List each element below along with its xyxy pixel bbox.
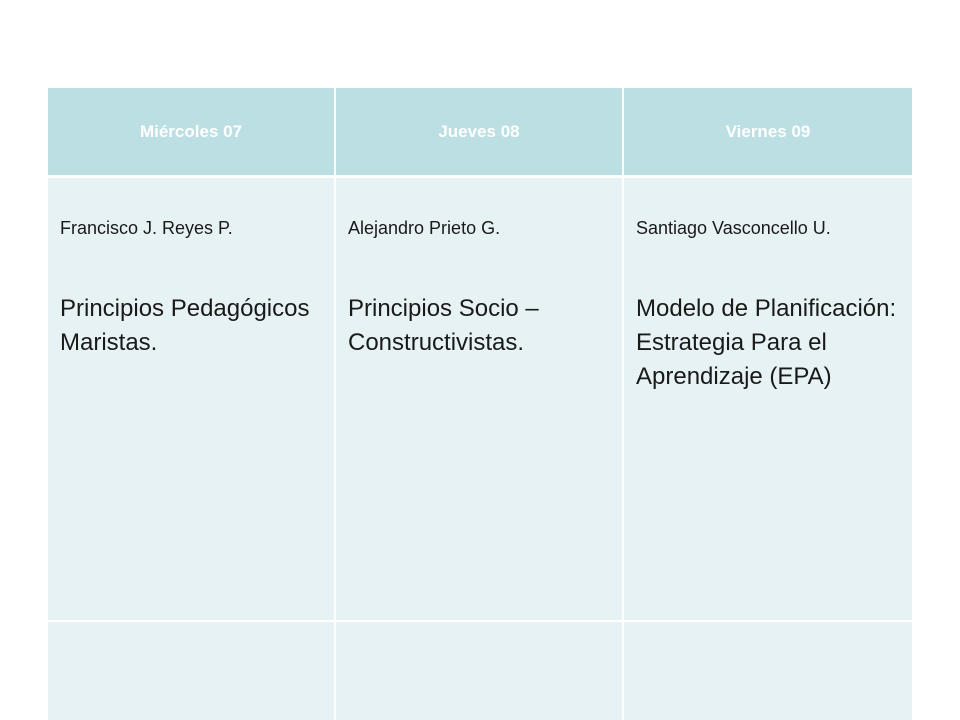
speaker-name: Francisco J. Reyes P. (60, 218, 233, 238)
speaker-name: Santiago Vasconcello U. (636, 218, 831, 238)
speaker-name: Alejandro Prieto G. (348, 218, 501, 238)
session-cell-wednesday (48, 178, 336, 622)
empty-cell (336, 622, 624, 720)
day-header-thursday: Jueves 08 (336, 88, 624, 178)
day-header-wednesday: Miércoles 07 (48, 88, 336, 178)
day-header-friday: Viernes 09 (624, 88, 912, 178)
empty-cell (48, 622, 336, 720)
session-topic: Principios Socio – Constructivistas. (348, 295, 539, 356)
schedule-table (48, 88, 912, 720)
empty-cell (624, 622, 912, 720)
session-cell-thursday (336, 178, 624, 622)
session-topic: Principios Pedagógicos Maristas. (60, 295, 310, 356)
session-cell-friday (624, 178, 912, 622)
session-topic: Modelo de Planificación: Estrategia Para el Aprendizaje (EPA) (636, 295, 897, 390)
